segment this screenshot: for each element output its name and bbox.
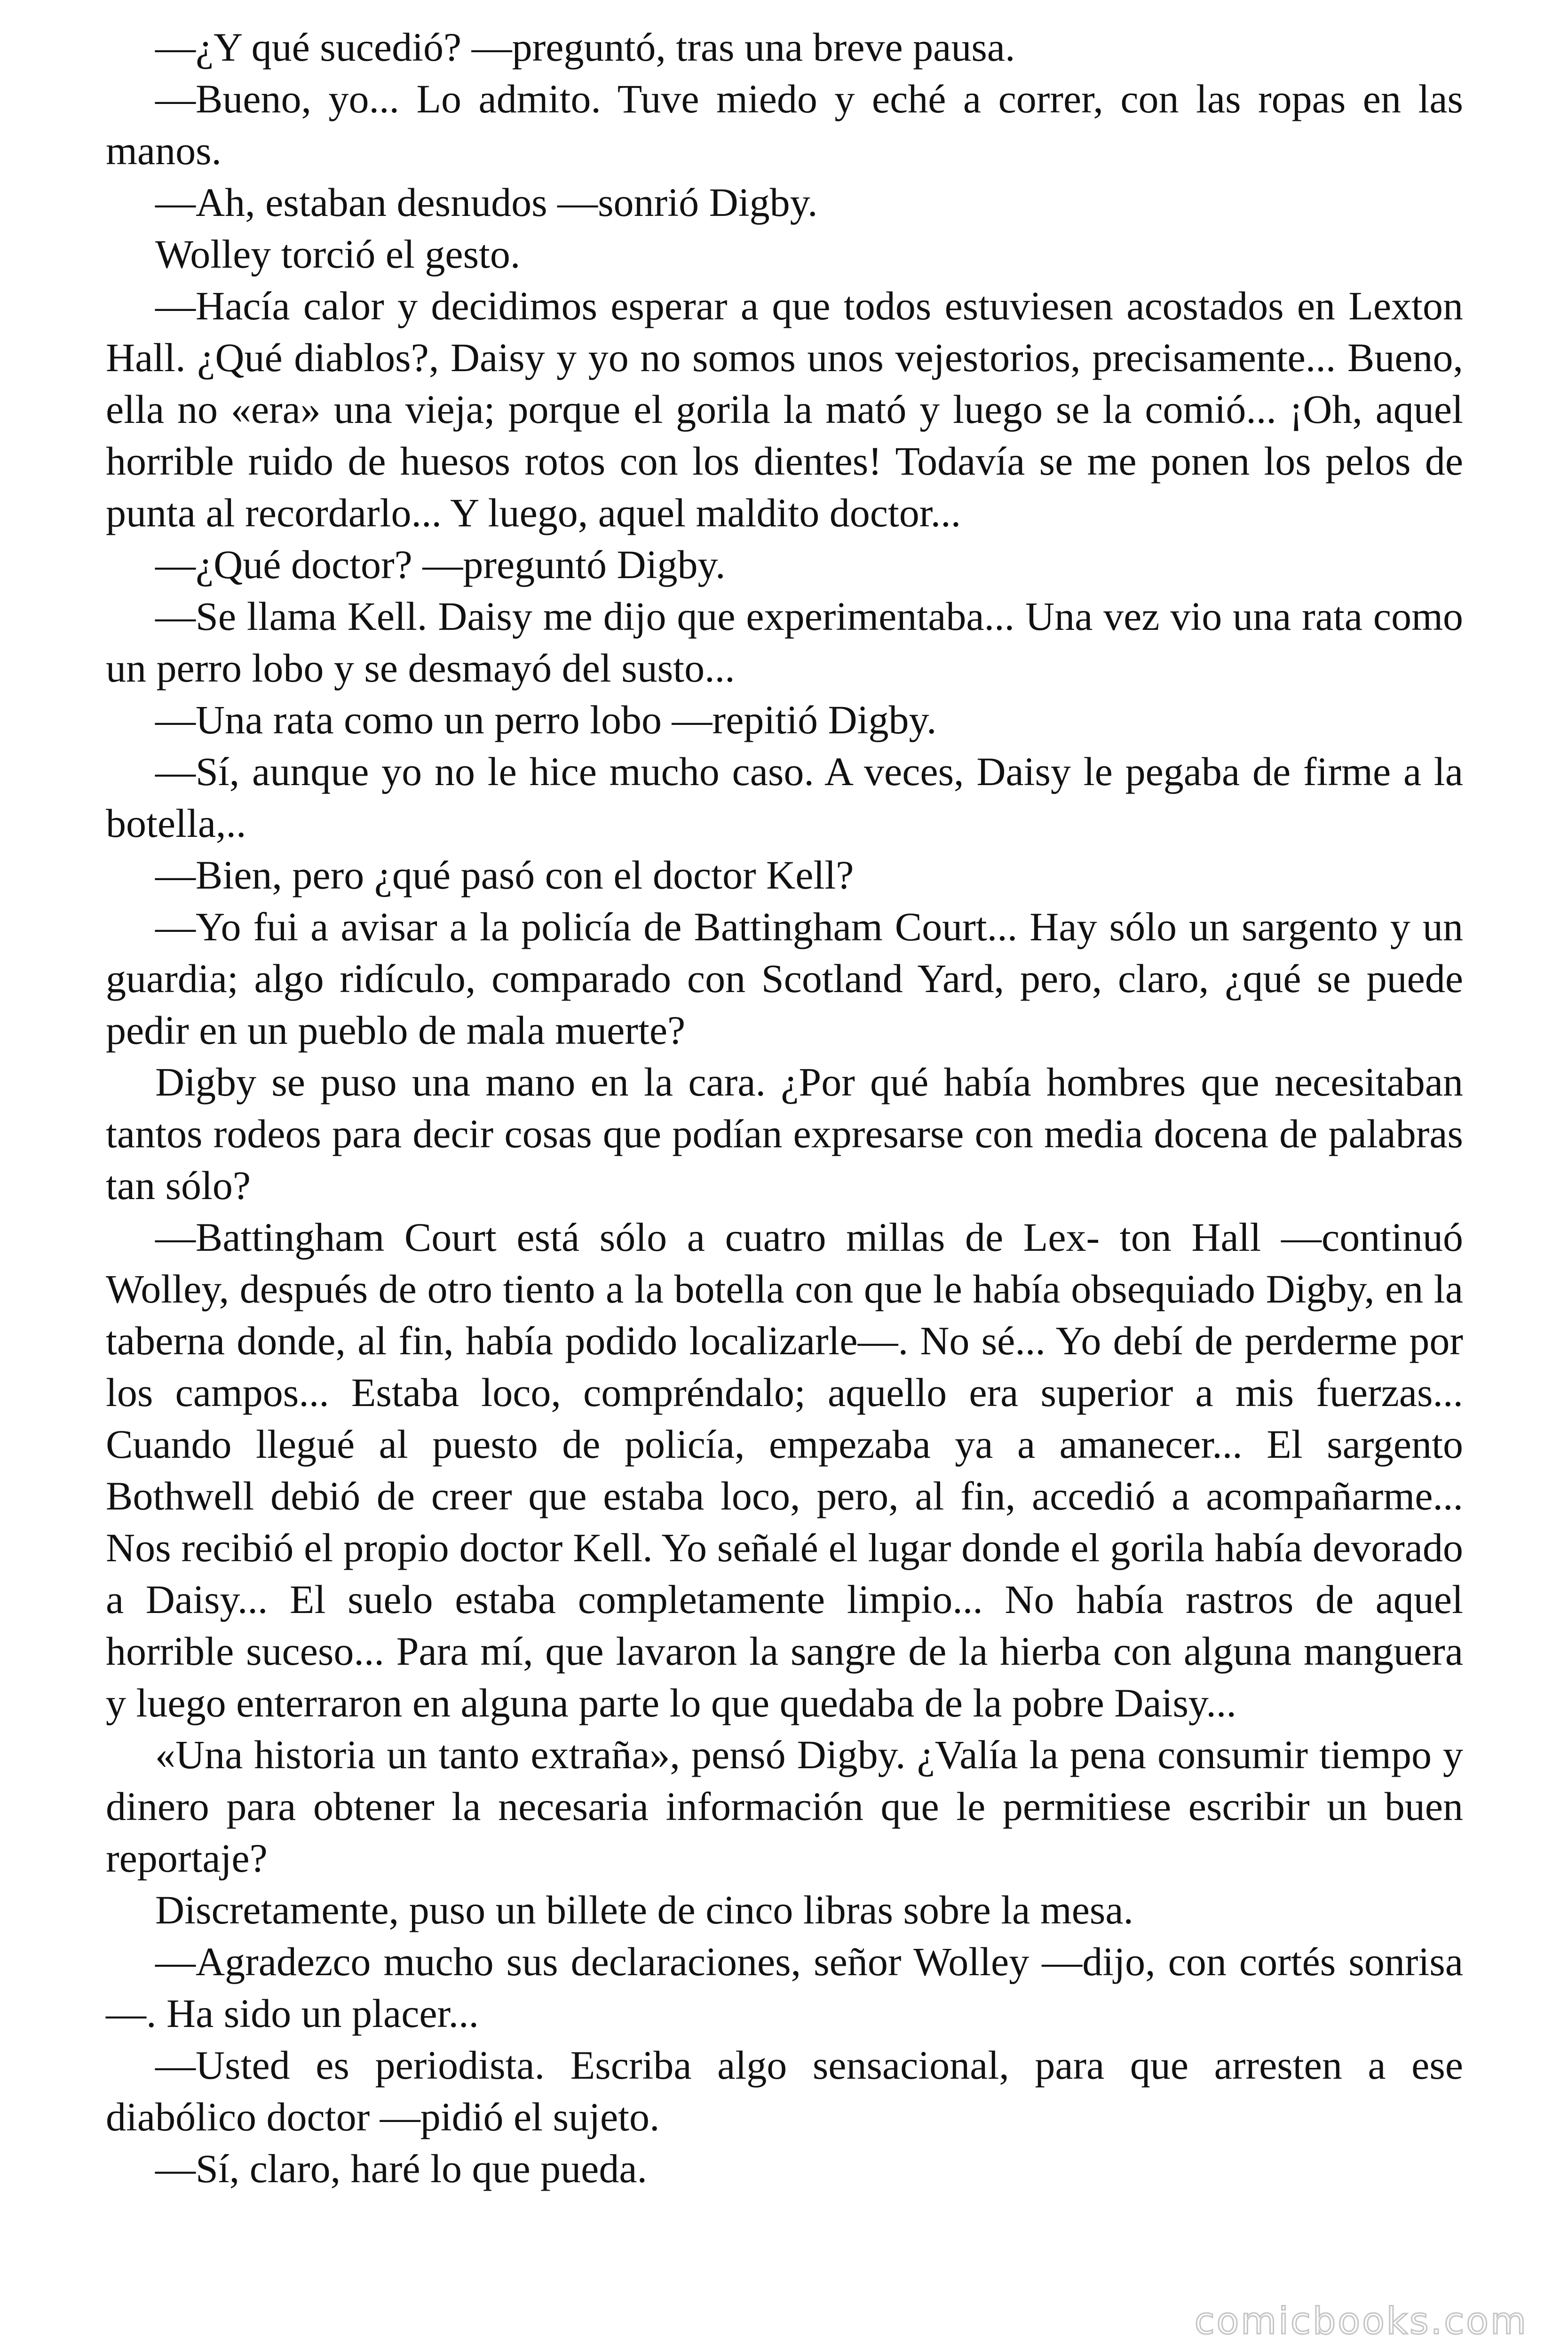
paragraph: —¿Y qué sucedió? —preguntó, tras una breve pausa. [155, 24, 1015, 70]
paragraph: Discretamente, puso un billete de cinco libras sobre la mesa. [155, 1887, 1134, 1932]
paragraph: —¿Qué doctor? —preguntó Digby. [155, 542, 726, 587]
watermark-text: comicbooks.com [1194, 2300, 1528, 2343]
page-text [106, 21, 1463, 2194]
paragraph: —Yo fui a avisar a la policía de Battingham Court... Hay sólo un sargento y un guardia; algo ridículo, comparado con Scotland Yard, pero, claro, ¿qué se puede pedir en un pueblo de mala muerte? [106, 904, 1463, 1053]
paragraph: —Usted es periodista. Escriba algo sensacional, para que arresten a ese diabólico doctor —pidió el sujeto. [106, 2042, 1463, 2139]
paragraph: «Una historia un tanto extraña», pensó Digby. ¿Valía la pena consumir tiempo y dinero para obtener la necesaria información que le permitiese escribir un buen reportaje? [106, 1732, 1463, 1881]
paragraph: Digby se puso una mano en la cara. ¿Por qué había hombres que necesitaban tantos rodeos para decir cosas que podían expresarse con media docena de palabras tan sólo? [106, 1059, 1463, 1208]
paragraph: —Sí, aunque yo no le hice mucho caso. A veces, Daisy le pegaba de firme a la botella,.. [106, 749, 1463, 846]
paragraph: —Una rata como un perro lobo —repitió Digby. [155, 697, 937, 742]
paragraph: —Bueno, yo... Lo admito. Tuve miedo y eché a correr, con las ropas en las manos. [106, 76, 1463, 173]
paragraph: —Agradezco mucho sus declaraciones, señor Wolley —dijo, con cortés sonrisa—. Ha sido un placer... [106, 1939, 1463, 2036]
paragraph: —Ah, estaban desnudos —sonrió Digby. [155, 180, 818, 225]
paragraph: —Bien, pero ¿qué pasó con el doctor Kell? [155, 852, 854, 898]
paragraph: —Battingham Court está sólo a cuatro millas de Lex- ton Hall —continuó Wolley, después de otro tiento a la botella con que le había obsequiado Digby, en la taberna donde, al fin, había podido localizarle—. No sé... Yo debí de perderme por los campos... Estaba loco, compréndalo; aquello era superior a mis fuerzas... Cuando llegué al puesto de policía, empezaba ya a amanecer... El sargento Bothwell debió de creer que estaba loco, pero, al fin, accedió a acompañarme... Nos recibió el propio doctor Kell. Yo señalé el lugar donde el gorila había devorado a Daisy... El suelo estaba completamente limpio... No había rastros de aquel horrible suceso... Para mí, que lavaron la sangre de la hierba con alguna manguera y luego enterraron en alguna parte lo que quedaba de la pobre Daisy... [106, 1215, 1463, 1725]
paragraph: —Se llama Kell. Daisy me dijo que experimentaba... Una vez vio una rata como un perro lobo y se desmayó del susto... [106, 594, 1463, 691]
paragraph: —Sí, claro, haré lo que pueda. [155, 2146, 647, 2191]
paragraph: Wolley torció el gesto. [155, 231, 521, 277]
paragraph: —Hacía calor y decidimos esperar a que todos estuviesen acostados en Lexton Hall. ¿Qué diablos?, Daisy y yo no somos unos vejestorios, precisamente... Bueno, ella no «era» una vieja; porque el gorila la mató y luego se la comió... ¡Oh, aquel horrible ruido de huesos rotos con los dientes! Todavía se me ponen los pelos de punta al recordarlo... Y luego, aquel maldito doctor... [106, 283, 1463, 535]
